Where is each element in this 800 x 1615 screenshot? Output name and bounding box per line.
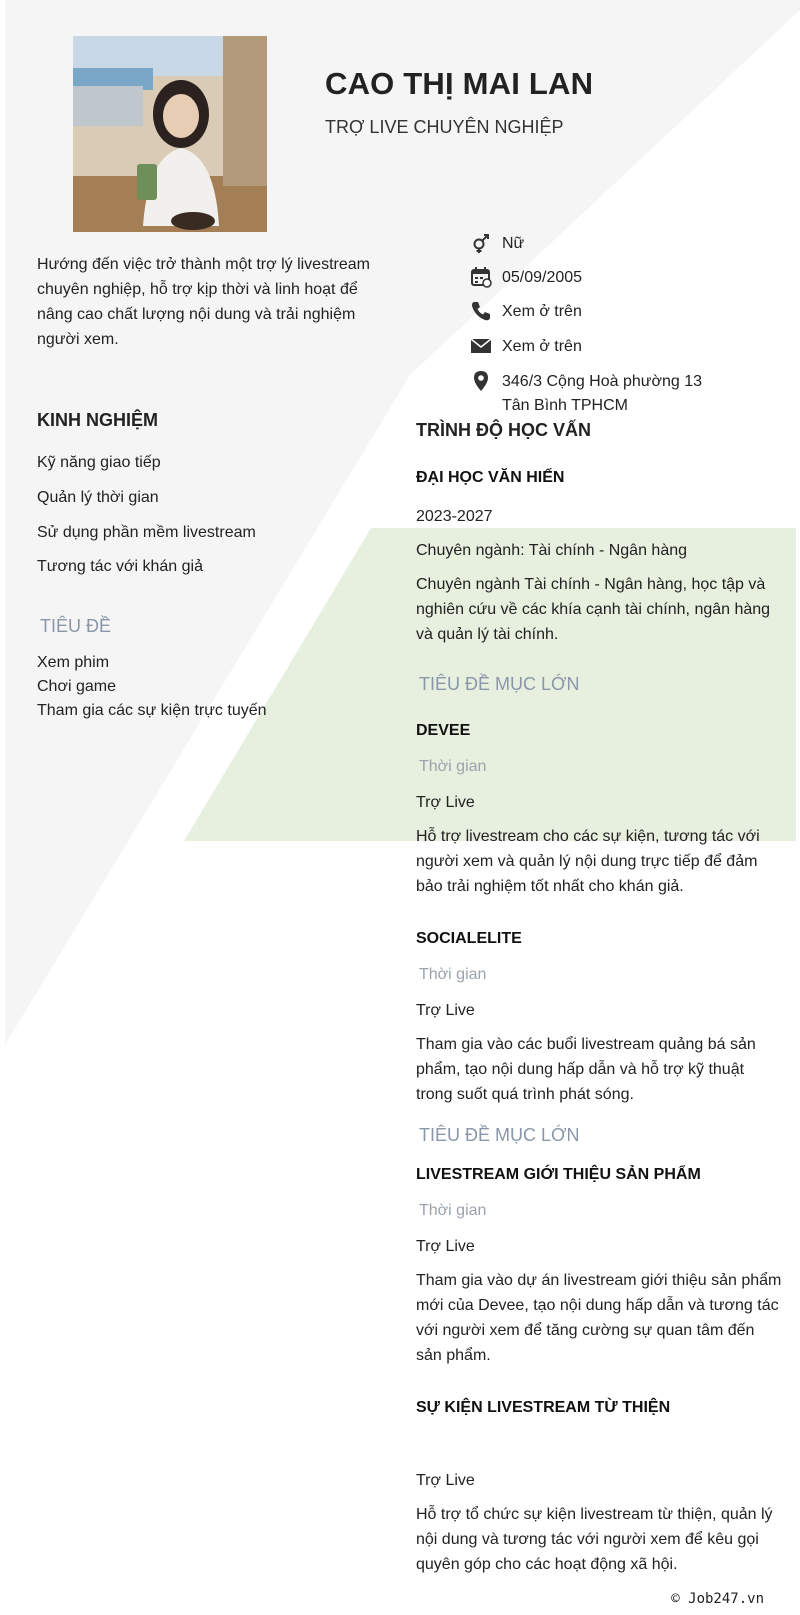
skill-item: Sử dụng phần mềm livestream xyxy=(37,524,256,541)
profile-photo xyxy=(73,36,267,232)
experience-description: Hỗ trợ livestream cho các sự kiện, tương tác với người xem và quản lý nội dung trực tiếp để đảm bảo trải nghiệm tốt nhất cho khán giả. xyxy=(416,828,760,895)
phone-value: Xem ở trên xyxy=(502,303,582,320)
experience-time: Thời gian xyxy=(419,966,487,983)
experience-time: Thời gian xyxy=(419,758,487,775)
project-description: Hỗ trợ tổ chức sự kiện livestream từ thiện, quản lý nội dung và tương tác với người xem để kêu gọi quyên góp cho các hoạt động xã hội. xyxy=(416,1506,773,1573)
project-name: LIVESTREAM GIỚI THIỆU SẢN PHẨM xyxy=(416,1166,701,1183)
skill-item: Tương tác với khán giả xyxy=(37,558,203,575)
calendar-icon xyxy=(470,266,492,288)
education-major: Chuyên ngành: Tài chính - Ngân hàng xyxy=(416,542,688,559)
education-description: Chuyên ngành Tài chính - Ngân hàng, học tập và nghiên cứu về các khía cạnh tài chính, ngân hàng và quản lý tài chính. xyxy=(416,576,771,643)
projects-heading: TIÊU ĐỀ MỤC LỚN xyxy=(419,1125,580,1145)
address-line-2: Tân Bình TPHCM xyxy=(502,397,628,414)
experience-role: Trợ Live xyxy=(416,1002,475,1019)
skills-heading: KINH NGHIỆM xyxy=(37,410,158,430)
envelope-icon xyxy=(470,335,492,357)
contact-gender xyxy=(470,232,770,256)
experience-description: Tham gia vào các buổi livestream quảng bá sản phẩm, tạo nội dung hấp dẫn và hỗ trợ kỹ thuật trong suốt quá trình phát sóng. xyxy=(416,1036,756,1103)
project-role: Trợ Live xyxy=(416,1238,475,1255)
project-name: SỰ KIỆN LIVESTREAM TỪ THIỆN xyxy=(416,1399,671,1416)
contact-address xyxy=(470,370,770,418)
career-summary: Hướng đến việc trở thành một trợ lý livestream chuyên nghiệp, hỗ trợ kịp thời và linh hoạt để nâng cao chất lượng nội dung và trải nghiệm người xem. xyxy=(37,256,370,348)
education-period: 2023-2027 xyxy=(416,508,493,525)
experience-role: Trợ Live xyxy=(416,794,475,811)
experience-heading: TIÊU ĐỀ MỤC LỚN xyxy=(419,674,580,694)
location-pin-icon xyxy=(470,370,492,392)
candidate-name: CAO THỊ MAI LAN xyxy=(325,66,594,101)
phone-icon xyxy=(470,300,492,322)
email-value: Xem ở trên xyxy=(502,338,582,355)
gender-icon xyxy=(470,232,492,254)
school-name: ĐẠI HỌC VĂN HIẾN xyxy=(416,469,565,486)
contact-dob xyxy=(470,266,770,290)
contact-email xyxy=(470,335,770,359)
dob-value: 05/09/2005 xyxy=(502,269,583,286)
hobby-item: Tham gia các sự kiện trực tuyến xyxy=(37,702,267,719)
hobbies-heading: TIÊU ĐỀ xyxy=(40,616,112,636)
experience-org: DEVEE xyxy=(416,722,471,739)
gender-value: Nữ xyxy=(502,235,525,252)
contact-phone xyxy=(470,300,770,324)
project-role: Trợ Live xyxy=(416,1472,475,1489)
experience-org: SOCIALELITE xyxy=(416,930,522,947)
job-title: TRỢ LIVE CHUYÊN NGHIỆP xyxy=(325,117,564,137)
address-line-1: 346/3 Cộng Hoà phường 13 xyxy=(502,373,703,390)
skill-item: Kỹ năng giao tiếp xyxy=(37,454,161,471)
hobby-item: Chơi game xyxy=(37,678,116,695)
hobby-item: Xem phim xyxy=(37,654,110,671)
project-time: Thời gian xyxy=(419,1202,487,1219)
skill-item: Quản lý thời gian xyxy=(37,489,159,506)
footer-credit: © Job247.vn xyxy=(671,1591,764,1607)
project-description: Tham gia vào dự án livestream giới thiệu sản phẩm mới của Devee, tạo nội dung hấp dẫn và tương tác với người xem để tăng cường sự quan tâm đến sản phẩm. xyxy=(416,1272,782,1364)
education-heading: TRÌNH ĐỘ HỌC VẤN xyxy=(416,420,591,440)
